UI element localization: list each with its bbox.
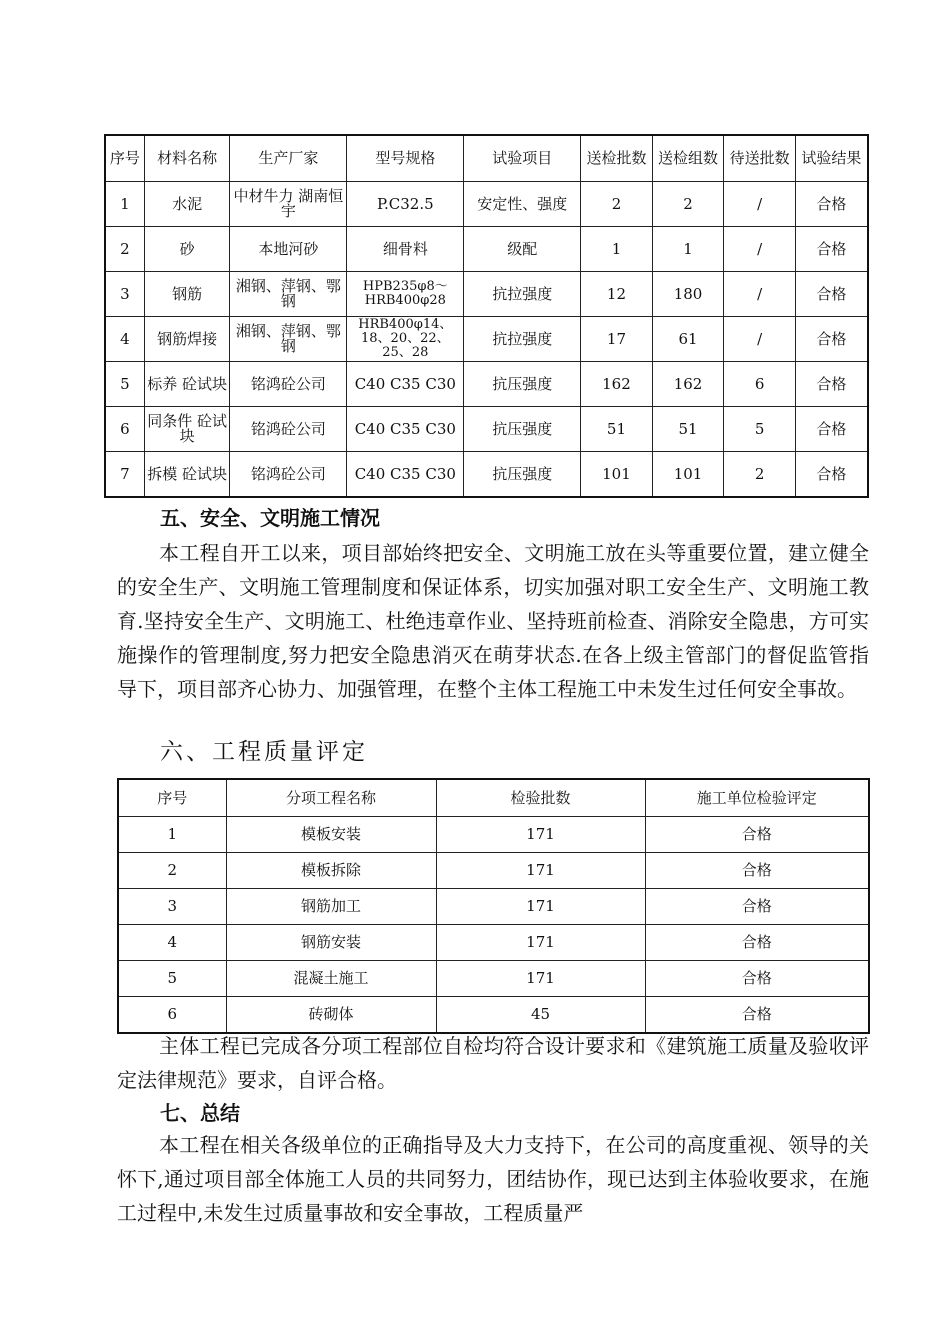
section7-paragraph: 本工程在相关各级单位的正确指导及大力支持下，在公司的高度重视、领导的关怀下,通过项目部全体施工人员的共同努力，团结协作，现已达到主体验收要求，在施工过程中,未发生过质量事故和安全事故，工程质量严 (117, 1133, 869, 1225)
table-cell: 模板拆除 (226, 853, 436, 889)
table-cell: 合格 (645, 997, 869, 1034)
table-cell: 抗拉强度 (464, 317, 581, 362)
table-cell: 钢筋 (144, 272, 230, 317)
table-row (118, 853, 869, 889)
table-cell: / (724, 227, 796, 272)
table-cell: 模板安装 (226, 817, 436, 853)
table-cell: / (724, 182, 796, 227)
table-cell: 7 (105, 452, 144, 498)
table-cell: 合格 (645, 853, 869, 889)
table-row (105, 407, 868, 452)
table-row (105, 362, 868, 407)
table-cell: 1 (652, 227, 724, 272)
materials-test-table (104, 134, 869, 498)
table-cell: 3 (118, 889, 226, 925)
table-cell: 砂 (144, 227, 230, 272)
table-cell: 5 (724, 407, 796, 452)
table-cell: 4 (118, 925, 226, 961)
table-cell: 12 (581, 272, 653, 317)
table-cell: 合格 (795, 452, 868, 498)
table-cell: 级配 (464, 227, 581, 272)
table-row (118, 961, 869, 997)
header-cell-groups-sent: 送检组数 (652, 135, 724, 182)
header-cell-result: 试验结果 (795, 135, 868, 182)
table-cell: 6 (105, 407, 144, 452)
table-cell: 铭鸿砼公司 (230, 407, 347, 452)
table-cell: 中材牛力 湖南恒宇 (230, 182, 347, 227)
table-cell: 钢筋焊接 (144, 317, 230, 362)
table-cell: 4 (105, 317, 144, 362)
table-cell: 合格 (795, 407, 868, 452)
table-cell: 162 (652, 362, 724, 407)
table-cell: 5 (105, 362, 144, 407)
table-cell: 162 (581, 362, 653, 407)
header-cell-batches-sent: 送检批数 (581, 135, 653, 182)
table-cell: 5 (118, 961, 226, 997)
table-cell: 抗压强度 (464, 452, 581, 498)
table-cell: 171 (436, 925, 645, 961)
header-cell-seq: 序号 (105, 135, 144, 182)
table-cell: 抗拉强度 (464, 272, 581, 317)
table-cell: 合格 (795, 227, 868, 272)
table-cell: C40 C35 C30 (347, 452, 464, 498)
table-cell: 钢筋加工 (226, 889, 436, 925)
table-row (105, 182, 868, 227)
table-cell: 2 (652, 182, 724, 227)
table-cell: 合格 (645, 961, 869, 997)
table-cell: 合格 (795, 182, 868, 227)
table-cell: 细骨料 (347, 227, 464, 272)
table-cell: 6 (118, 997, 226, 1034)
table-cell: 铭鸿砼公司 (230, 362, 347, 407)
table-cell: C40 C35 C30 (347, 407, 464, 452)
header-cell-batch-count: 检验批数 (436, 779, 645, 817)
table-cell: 混凝土施工 (226, 961, 436, 997)
table-row (118, 925, 869, 961)
table-row (105, 317, 868, 362)
table-cell: / (724, 317, 796, 362)
table-row (105, 452, 868, 498)
section5-paragraph: 本工程自开工以来，项目部始终把安全、文明施工放在头等重要位置，建立健全的安全生产、文明施工管理制度和保证体系，切实加强对职工安全生产、文明施工教育.坚持安全生产、文明施工、杜绝违章作业、坚持班前检查、消除安全隐患，方可实施操作的管理制度,努力把安全隐患消灭在萌芽状态.在各上级主管部门的督促监管指导下，项目部齐心协力、加强管理，在整个主体工程施工中未发生过任何安全事故。 (117, 541, 869, 701)
table-cell: 51 (581, 407, 653, 452)
table-cell: P.C32.5 (347, 182, 464, 227)
table-header-row (118, 779, 869, 817)
table-cell: 钢筋安装 (226, 925, 436, 961)
table-cell: 171 (436, 853, 645, 889)
table-header-row (105, 135, 868, 182)
table-cell: 2 (118, 853, 226, 889)
table-cell: 同条件 砼试块 (144, 407, 230, 452)
table-cell: HPB235φ8～HRB400φ28 (347, 272, 464, 317)
table-cell: 砖砌体 (226, 997, 436, 1034)
table-cell: 1 (581, 227, 653, 272)
table-row (105, 227, 868, 272)
table-cell: 101 (581, 452, 653, 498)
table-cell: 1 (105, 182, 144, 227)
table-cell: 171 (436, 889, 645, 925)
table-cell: 拆模 砼试块 (144, 452, 230, 498)
section7-heading: 七、总结 (160, 1101, 240, 1125)
table-cell: 6 (724, 362, 796, 407)
header-cell-seq: 序号 (118, 779, 226, 817)
table-cell: 抗压强度 (464, 407, 581, 452)
header-cell-test-item: 试验项目 (464, 135, 581, 182)
table-row (118, 997, 869, 1034)
table-row (105, 272, 868, 317)
table-cell: 湘钢、萍钢、鄂钢 (230, 272, 347, 317)
table-cell: 本地河砂 (230, 227, 347, 272)
table-cell: 2 (724, 452, 796, 498)
table-cell: 51 (652, 407, 724, 452)
table-cell: 合格 (795, 362, 868, 407)
header-cell-assessment: 施工单位检验评定 (645, 779, 869, 817)
table-cell: / (724, 272, 796, 317)
section6-heading: 六、工程质量评定 (160, 739, 368, 765)
section6-conclusion: 主体工程已完成各分项工程部位自检均符合设计要求和《建筑施工质量及验收评定法律规范》要求，自评合格。 (117, 1034, 869, 1092)
table-cell: 61 (652, 317, 724, 362)
table-cell: 2 (581, 182, 653, 227)
table-cell: 合格 (795, 272, 868, 317)
header-cell-manufacturer: 生产厂家 (230, 135, 347, 182)
table-row (118, 889, 869, 925)
table-cell: 180 (652, 272, 724, 317)
table-cell: 合格 (645, 889, 869, 925)
table-row (118, 817, 869, 853)
table-cell: 抗压强度 (464, 362, 581, 407)
table-cell: 铭鸿砼公司 (230, 452, 347, 498)
table-cell: 合格 (795, 317, 868, 362)
table-cell: 合格 (645, 925, 869, 961)
table-cell: 湘钢、萍钢、鄂钢 (230, 317, 347, 362)
table-cell: 101 (652, 452, 724, 498)
table-cell: 45 (436, 997, 645, 1034)
header-cell-material: 材料名称 (144, 135, 230, 182)
header-cell-spec: 型号规格 (347, 135, 464, 182)
table-cell: 3 (105, 272, 144, 317)
table-cell: 1 (118, 817, 226, 853)
table-cell: 合格 (645, 817, 869, 853)
header-cell-subitem-name: 分项工程名称 (226, 779, 436, 817)
table-cell: 安定性、强度 (464, 182, 581, 227)
header-cell-batches-pending: 待送批数 (724, 135, 796, 182)
table-cell: HRB400φ14、18、20、22、25、28 (347, 317, 464, 362)
table-cell: 水泥 (144, 182, 230, 227)
table-cell: 171 (436, 961, 645, 997)
table-cell: 2 (105, 227, 144, 272)
table-cell: C40 C35 C30 (347, 362, 464, 407)
table-cell: 171 (436, 817, 645, 853)
table-cell: 17 (581, 317, 653, 362)
quality-assessment-table (117, 778, 870, 1034)
table-cell: 标养 砼试块 (144, 362, 230, 407)
section5-heading: 五、安全、文明施工情况 (160, 506, 380, 530)
